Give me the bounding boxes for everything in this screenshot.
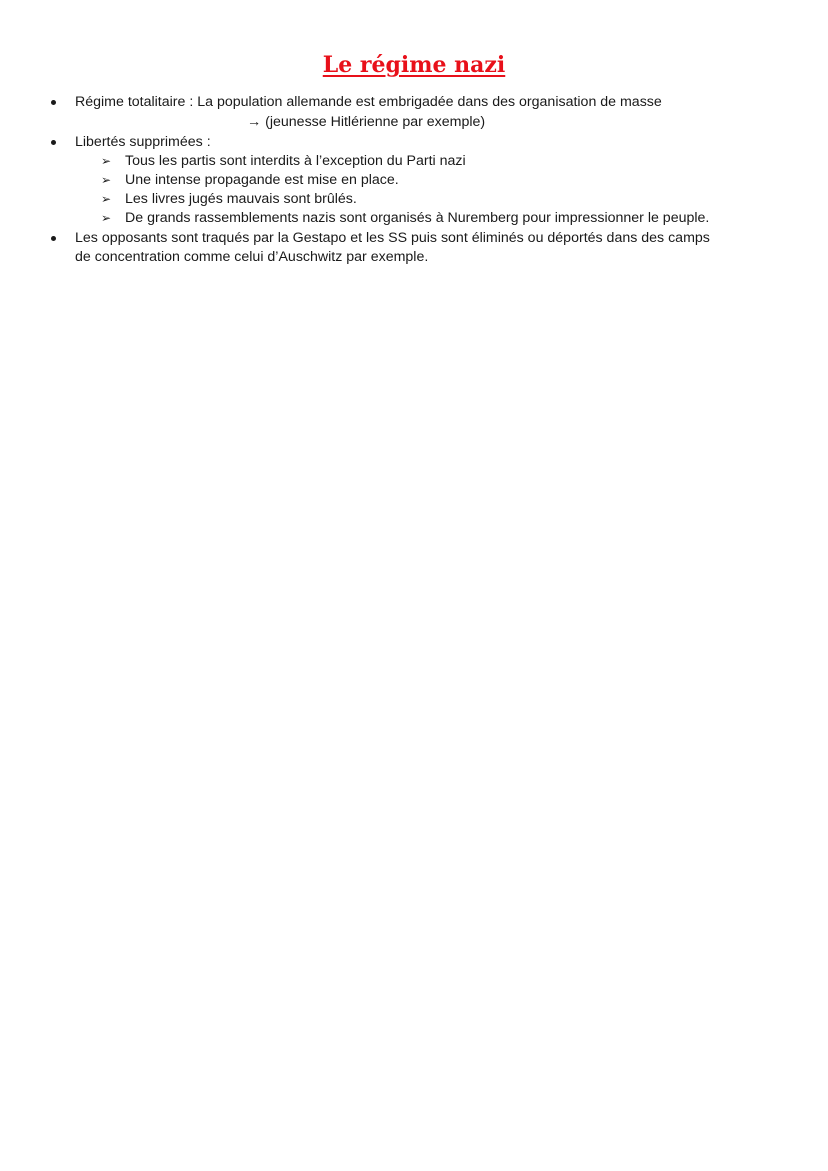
page-title bbox=[0, 50, 828, 80]
bullet-icon bbox=[51, 100, 56, 105]
sub-item-text: Tous les partis sont interdits à l’exception du Parti nazi bbox=[125, 153, 466, 169]
page-title-text: Le régime nazi bbox=[322, 52, 506, 78]
list-item-text: Les opposants sont traqués par la Gestapo et les SS puis sont éliminés ou déportés dans des camps bbox=[75, 230, 710, 246]
sub-item-text: De grands rassemblements nazis sont organisés à Nuremberg pour impressionner le peuple. bbox=[125, 210, 710, 226]
sub-item-text: Une intense propagande est mise en place. bbox=[125, 172, 399, 188]
arrow-bullet-icon: ➢ bbox=[101, 192, 112, 206]
bullet-icon bbox=[51, 140, 56, 145]
list-item-continuation: de concentration comme celui d’Auschwitz par exemple. bbox=[75, 249, 429, 265]
arrow-bullet-icon: ➢ bbox=[101, 173, 112, 187]
list-item-continuation: → (jeunesse Hitlérienne par exemple) bbox=[247, 114, 486, 130]
list-item-text: Libertés supprimées : bbox=[75, 134, 211, 150]
arrow-bullet-icon: ➢ bbox=[101, 211, 112, 225]
arrow-bullet-icon: ➢ bbox=[101, 154, 112, 168]
list-item-text: Régime totalitaire : La population allemande est embrigadée dans des organisation de masse bbox=[75, 94, 662, 110]
bullet-icon bbox=[51, 236, 56, 241]
sub-item-text: Les livres jugés mauvais sont brûlés. bbox=[125, 191, 357, 207]
